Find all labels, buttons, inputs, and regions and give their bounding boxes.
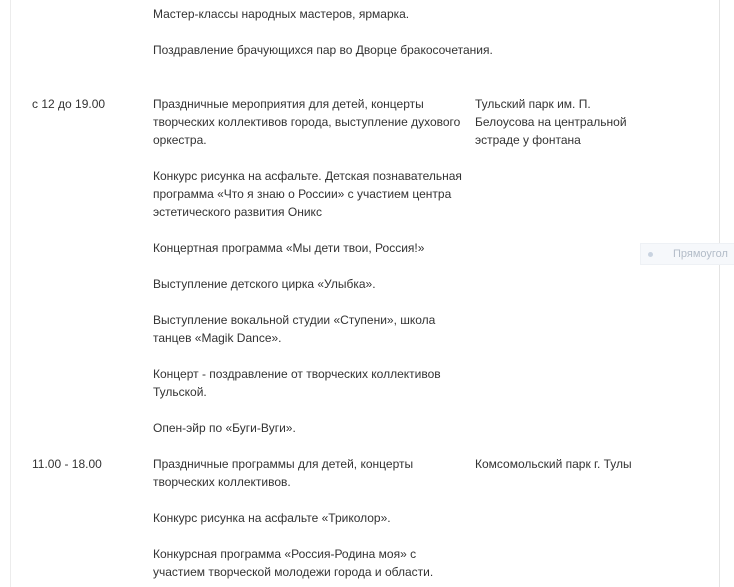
content-right-border xyxy=(719,0,720,587)
event-item: Выступление вокальной студии «Ступени», школа танцев «Magik Dance». xyxy=(153,313,436,345)
event-item: Концертная программа «Мы дети твои, Россия!» xyxy=(153,241,425,255)
event-item xyxy=(153,41,493,59)
event-item: Конкурс рисунка на асфальте. Детская познавательная программа «Что я знаю о России» с участием центра эстетического развития Оникс xyxy=(153,169,462,219)
event-item: Конкурсная программа «Россия-Родина моя» с участием творческой молодежи города и области. xyxy=(153,547,434,579)
event-item: Выступление детского цирка «Улыбка». xyxy=(153,277,376,291)
content-left-border xyxy=(10,0,11,587)
event-time: 11.00 - 18.00 xyxy=(32,457,102,471)
event-item: Концерт - поздравление от творческих коллективов Тульской. xyxy=(153,367,441,399)
event-place: Комсомольский парк г. Тулы xyxy=(475,457,632,471)
widget-label: Прямоугол xyxy=(673,248,728,260)
event-time: с 12 до 19.00 xyxy=(32,97,106,111)
event-item: Конкурс рисунка на асфальте «Триколор». xyxy=(153,511,391,525)
event-item: Опен-эйр по «Буги-Вуги». xyxy=(153,421,296,435)
event-item: Праздничные мероприятия для детей, концерты творческих коллективов города, выступление духового оркестра. xyxy=(153,97,461,147)
event-item-text: Поздравление брачующихся пар во Дворце бракосочетания. xyxy=(153,43,493,57)
event-item: Праздничные программы для детей, концерты творческих коллективов. xyxy=(153,457,414,489)
bullet-icon xyxy=(648,252,653,257)
floating-shape-widget[interactable] xyxy=(640,243,734,265)
event-item: Мастер-классы народных мастеров, ярмарка. xyxy=(153,7,410,21)
event-place: Тульский парк им. П. Белоусова на центральной эстраде у фонтана xyxy=(475,97,627,147)
